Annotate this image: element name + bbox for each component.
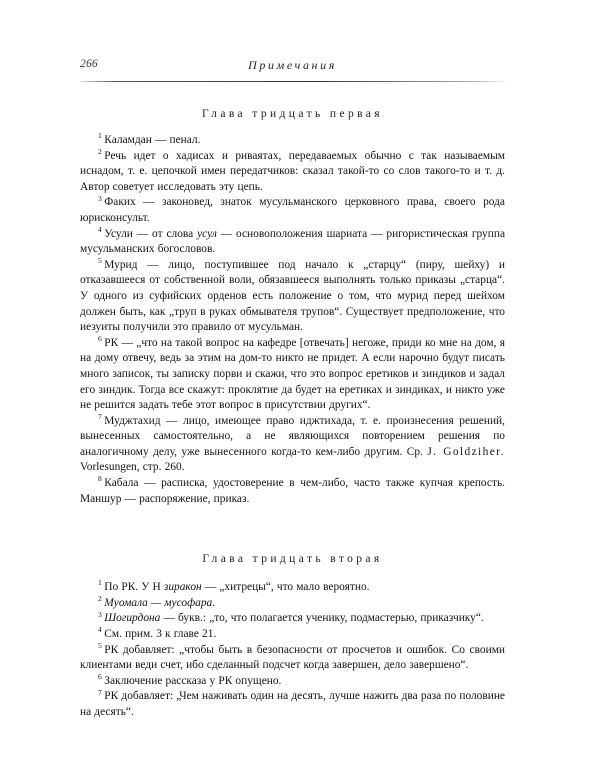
note-text: Речь идет о хадисах и риваятах, передаваемых обычно с так называемым иснадом, т. е. цепочкой имен передатчиков: сказал такой-то со слов такого-то и т. д. Автор советует исследовать эту цепь. [80,149,505,193]
note-item [80,689,505,720]
chapter-heading-32: Глава тридцать вторая [202,553,383,566]
folio-number: 266 [80,58,98,70]
note-marker: 3 [98,193,102,203]
note-term-italic: Муомала — мусофара [104,596,213,609]
note-marker: 7 [98,687,102,697]
note-item [80,411,505,476]
note-marker: 5 [98,640,102,650]
note-term-italic: усул [197,227,217,240]
note-item [80,674,505,690]
note-marker: 3 [98,609,102,619]
note-marker: 8 [98,474,102,484]
note-item [80,580,505,596]
page-content [80,58,505,721]
note-text-cont: — „хитрецы“, что мало вероятно. [201,581,370,594]
note-marker: 4 [98,224,102,234]
note-term-italic: зиракон [163,581,202,594]
note-text: Кабала — расписка, удостоверение в чем-либо, часто также купчая крепость. Маншур — распоряжение, приказ. [80,477,505,505]
note-item [80,627,505,643]
note-citation-author: J. Goldziher. [427,445,505,458]
note-text: Каламдан — пенал. [104,134,201,146]
note-item [80,146,505,196]
notes-list-31 [80,133,505,507]
note-item [80,596,505,612]
running-title: Примечания [248,58,337,72]
note-text: РК — „что на такой вопрос на кафедре [отвечать] негоже, приди ко мне на дом, я на дому отвечу, ведь за этим на дом-то никто не придет. А если нарочно будут писать много записок, ты записку порви и скажи, что это вопрос еретиков и зиндиков и задал его зиндик. Тогда все скажут: проклятие да будет на еретиках и зиндиках, и никто уже не решится задать тебе этот вопрос в присутствии других“. [80,336,505,412]
note-item [80,133,505,149]
note-item [80,255,505,336]
note-marker: 4 [98,625,102,635]
note-text: Мурид — лицо, поступившее под начало к „старцу“ (пиру, шейху) и отказавшееся от собственной воли, обязавшееся выполнять только приказы „старца“. У одного из суфийских орденов есть положение о том, что мурид перед шейхом должен быть, как „труп в руках обмывателя трупов“. Существует предположение, что иезуиты получили это правило от мусульман. [80,258,505,334]
note-item [80,333,505,414]
note-item [80,195,505,226]
note-text: Заключение рассказа у РК опущено. [104,674,282,687]
note-text-cont: . [212,596,216,609]
note-text: РК добавляет: „чтобы быть в безопасности от просчетов и ошибок. Со своими клиентами веди счет, ибо сделанный подсчет когда завершен, дело завершено“. [80,643,505,672]
note-text: См. прим. 3 к главе 21. [104,628,217,641]
running-head [80,58,505,78]
note-text-cont: — букв.: „то, что полагается ученику, подмастерью, приказчику“. [160,612,484,625]
notes-list-32 [80,580,505,720]
chapter-heading-31: Глава тридцать первая [202,108,383,120]
note-marker: 6 [98,672,102,682]
header-rule [80,81,505,82]
note-text-cont: — основоположения шариата — ригористическая группа мусульманских богословов. [80,227,505,256]
note-item [80,476,505,507]
note-citation-rest: Vorlesungen, стр. 260. [80,461,185,474]
note-term-italic: Шогирдона [104,612,161,625]
note-marker: 2 [98,594,102,604]
note-marker: 1 [98,131,102,141]
note-text: Факих — законовед, знаток мусульманского церковного права, своего рода юрисконсульт. [80,196,505,224]
note-item [80,224,505,258]
note-marker: 1 [98,578,102,588]
note-text: Муджтахид — лицо, имеющее право иджтихада, т. е. произнесения решений, вынесенных самостоятельно, а не являющихся повторением решения по аналогичному делу, уже вынесенного когда-то кем-либо другим. Ср. [80,414,505,458]
note-text: РК добавляет: „Чем наживать один на десять, лучше нажить два раза по половине на десять“. [80,690,505,718]
note-marker: 6 [98,333,102,343]
note-marker: 5 [98,255,102,265]
note-text: По РК. У Н [104,581,164,594]
note-item [80,611,505,627]
note-item [80,640,505,674]
note-text: Усули — от слова [104,227,198,240]
note-marker: 7 [98,411,102,421]
note-marker: 2 [98,146,102,156]
